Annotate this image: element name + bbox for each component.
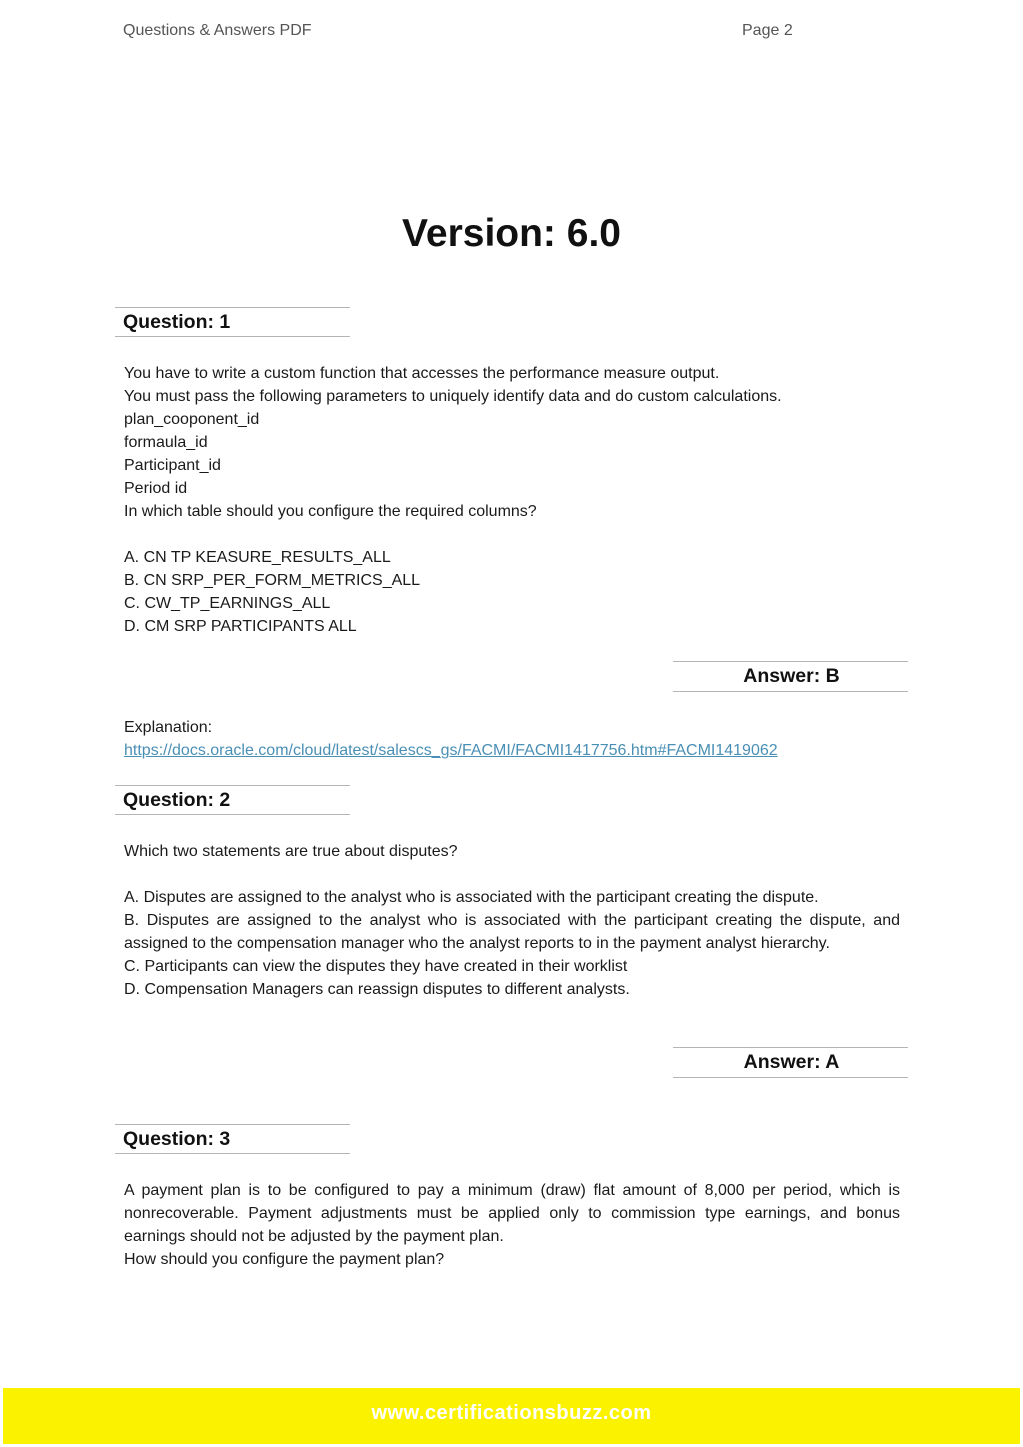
question-2-option-c: C. Participants can view the disputes they have created in their worklist xyxy=(124,958,628,975)
version-heading: Version: 6.0 xyxy=(402,212,621,255)
question-1-line: Period id xyxy=(124,480,188,497)
footer-banner xyxy=(3,1388,1020,1444)
question-1-line: In which table should you configure the required columns? xyxy=(124,503,537,520)
question-1-line: You have to write a custom function that accesses the performance measure output. xyxy=(124,365,720,382)
question-2-prompt: Which two statements are true about disputes? xyxy=(124,843,458,860)
question-2-body xyxy=(124,840,900,1001)
question-1-answer: Answer: B xyxy=(743,665,840,687)
question-1-line: Participant_id xyxy=(124,457,221,474)
header-title: Questions & Answers PDF xyxy=(123,22,312,39)
question-3-label: Question: 3 xyxy=(123,1128,231,1150)
question-2-answer: Answer: A xyxy=(743,1051,840,1073)
explanation-link[interactable]: https://docs.oracle.com/cloud/latest/salescs_gs/FACMI/FACMI1417756.htm#FACMI1419062 xyxy=(124,742,778,759)
question-3-paragraph: A payment plan is to be configured to pay a minimum (draw) flat amount of 8,000 per period, which is nonrecoverable. Payment adjustments must be applied only to commission type earnings, and bonus earnings should not be adjusted by the payment plan. xyxy=(124,1182,900,1245)
question-1-line: formaula_id xyxy=(124,434,208,451)
question-2-option-a: A. Disputes are assigned to the analyst who is associated with the participant creating the dispute. xyxy=(124,889,819,906)
question-1-heading xyxy=(115,307,350,337)
footer-site-link[interactable]: www.certificationsbuzz.com xyxy=(371,1402,652,1424)
question-3-heading xyxy=(115,1124,350,1154)
question-2-option-b: B. Disputes are assigned to the analyst who is associated with the participant creating the dispute, and assigned to the compensation manager who the analyst reports to in the payment analyst hierarchy. xyxy=(124,912,900,952)
question-3-question: How should you configure the payment plan? xyxy=(124,1251,445,1268)
question-1-label: Question: 1 xyxy=(123,311,231,333)
question-1-body xyxy=(124,362,900,638)
question-2-answer-box xyxy=(673,1047,908,1078)
explanation-label: Explanation: xyxy=(124,719,213,736)
question-2-label: Question: 2 xyxy=(123,789,231,811)
question-1-explanation xyxy=(124,716,900,762)
question-1-line: plan_cooponent_id xyxy=(124,411,260,428)
question-1-line: You must pass the following parameters to uniquely identify data and do custom calculations. xyxy=(124,388,782,405)
question-1-option-a: A. CN TP KEASURE_RESULTS_ALL xyxy=(124,549,391,566)
question-2-option-d: D. Compensation Managers can reassign disputes to different analysts. xyxy=(124,981,630,998)
page-number: Page 2 xyxy=(742,22,793,39)
question-1-option-c: C. CW_TP_EARNINGS_ALL xyxy=(124,595,331,612)
question-1-answer-box xyxy=(673,661,908,692)
question-2-heading xyxy=(115,785,350,815)
question-1-option-d: D. CM SRP PARTICIPANTS ALL xyxy=(124,618,357,635)
question-1-option-b: B. CN SRP_PER_FORM_METRICS_ALL xyxy=(124,572,421,589)
question-3-body xyxy=(124,1179,900,1271)
